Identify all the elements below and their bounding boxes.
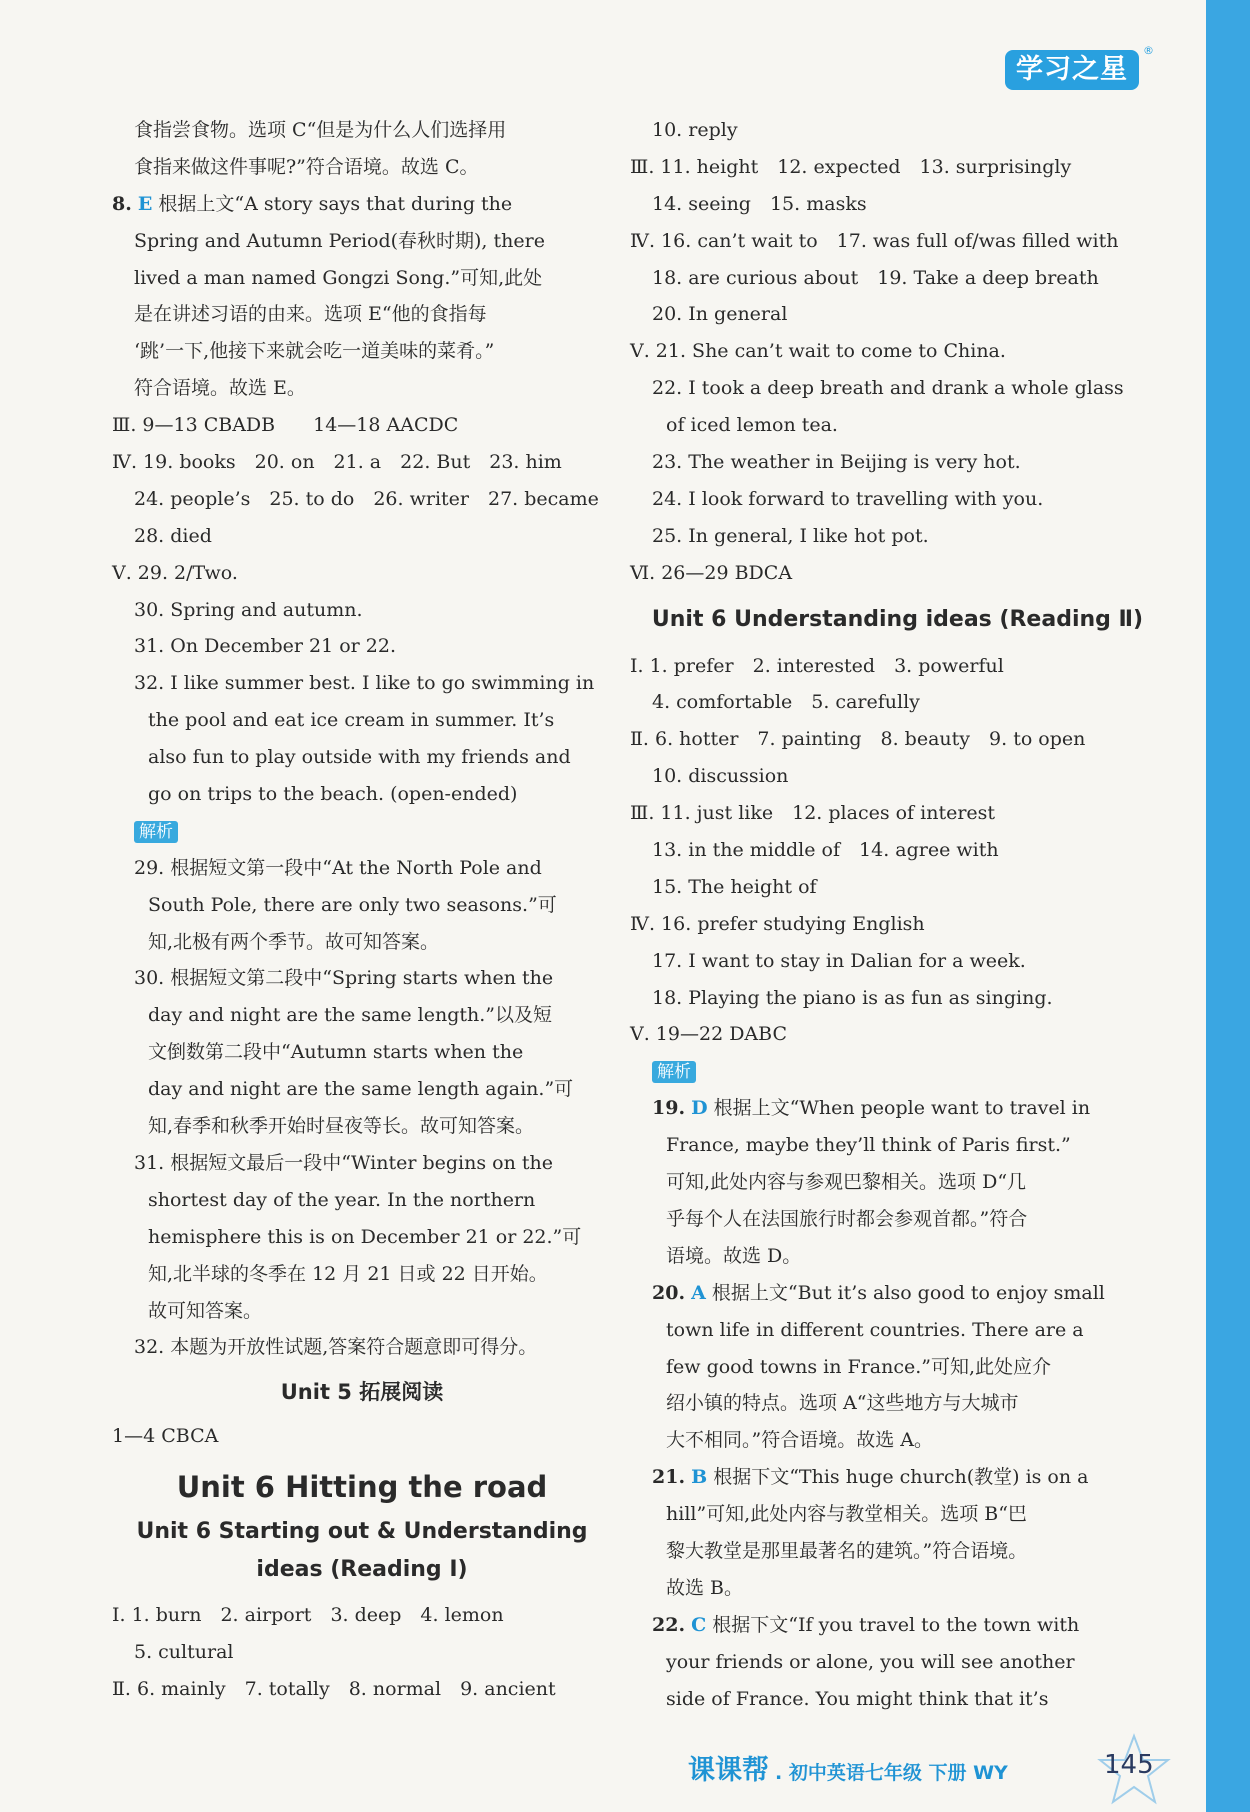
footer-brand-name: 课课帮 xyxy=(688,1755,769,1786)
analysis-tag: 解析 xyxy=(134,821,178,843)
left-line xyxy=(112,1671,612,1708)
line-text: town life in different countries. There are a xyxy=(666,1318,1084,1341)
answer-text: 13. in the middle of 14. agree with xyxy=(652,839,999,862)
right-line xyxy=(630,223,1165,260)
answer-option: B xyxy=(691,1466,708,1489)
answer-text: 15. The height of xyxy=(652,875,817,898)
line-text: day and night are the same length.”以及短 xyxy=(148,1004,552,1027)
right-line xyxy=(630,1275,1165,1312)
answer-text: Ⅳ. 16. prefer studying English xyxy=(630,912,925,935)
line-text: South Pole, there are only two seasons.”可 xyxy=(148,893,557,916)
answer-text: Ⅴ. 21. She can’t wait to come to China. xyxy=(630,340,1006,363)
left-line xyxy=(112,1597,612,1634)
right-line xyxy=(630,1496,1165,1533)
right-line xyxy=(630,1681,1165,1718)
right-line xyxy=(630,1016,1165,1053)
line-text: 符合语境。故选 E。 xyxy=(134,377,306,400)
answer-text: 10. discussion xyxy=(652,765,789,788)
answer-text: Ⅳ. 16. can’t wait to 17. was full of/was filled with xyxy=(630,229,1119,252)
right-line xyxy=(630,444,1165,481)
question-number: 19. xyxy=(652,1097,686,1120)
answer-option: D xyxy=(691,1097,708,1120)
right-line xyxy=(630,1570,1165,1607)
left-line xyxy=(112,813,612,850)
line-text: few good towns in France.”可知,此处应介 xyxy=(666,1355,1052,1378)
answer-option: E xyxy=(137,192,153,215)
line-text: 乎每个人在法国旅行时都会参观首都。”符合 xyxy=(666,1207,1028,1230)
right-line xyxy=(630,518,1165,555)
left-line xyxy=(112,333,612,370)
right-column xyxy=(630,112,1165,1717)
left-line xyxy=(112,1256,612,1293)
line-text: 根据下文“This huge church(教堂) is on a xyxy=(713,1466,1089,1489)
right-line xyxy=(630,112,1165,149)
line-text: 语境。故选 D。 xyxy=(666,1244,802,1267)
right-line xyxy=(630,186,1165,223)
answer-text: Ⅴ. 19—22 DABC xyxy=(630,1023,788,1046)
right-line xyxy=(630,1053,1165,1090)
left-line xyxy=(112,997,612,1034)
registered-mark: ® xyxy=(1143,44,1154,57)
line-text: day and night are the same length again.”可 xyxy=(148,1078,574,1101)
left-line xyxy=(112,112,612,149)
answer-text: Ⅲ. 11. just like 12. places of interest xyxy=(630,802,996,825)
left-line xyxy=(112,850,612,887)
line-text: 故选 B。 xyxy=(666,1576,744,1599)
right-answer-lines xyxy=(630,112,1165,592)
left-line xyxy=(112,776,612,813)
line-text: 可知,此处内容与参观巴黎相关。选项 D“几 xyxy=(666,1171,1027,1194)
answer-text: 29. 根据短文第一段中“At the North Pole and xyxy=(134,856,542,879)
line-text: hemisphere this is on December 21 or 22.”可 xyxy=(148,1225,582,1248)
line-text: 根据上文“But it’s also good to enjoy small xyxy=(711,1281,1105,1304)
left-line xyxy=(112,444,612,481)
right-line xyxy=(630,260,1165,297)
left-line xyxy=(112,223,612,260)
question-number: 22. xyxy=(652,1613,686,1636)
left-line xyxy=(112,739,612,776)
left-line xyxy=(112,186,612,223)
left-line xyxy=(112,1182,612,1219)
answer-text: 31. On December 21 or 22. xyxy=(134,635,397,658)
answer-text: Ⅲ. 11. height 12. expected 13. surprisingly xyxy=(630,155,1072,178)
unit6-reading1-answers xyxy=(112,1597,612,1708)
question-number: 21. xyxy=(652,1466,686,1489)
footer-book-info: . 初中英语七年级 下册 WY xyxy=(775,1762,1008,1784)
right-line xyxy=(630,407,1165,444)
line-text: Spring and Autumn Period(春秋时期), there xyxy=(134,229,545,252)
right-line xyxy=(630,648,1165,685)
right-line xyxy=(630,555,1165,592)
answer-text: 18. Playing the piano is as fun as singing. xyxy=(652,986,1053,1009)
side-color-bar xyxy=(1206,0,1250,1812)
line-text: 黎大教堂是那里最著名的建筑。”符合语境。 xyxy=(666,1539,1028,1562)
answer-text: Ⅴ. 29. 2/Two. xyxy=(112,561,238,584)
page-number: 145 xyxy=(1104,1750,1154,1780)
line-text: ‘跳’一下,他接下来就会吃一道美味的菜肴。” xyxy=(134,340,495,363)
line-text: 食指尝食物。选项 C“但是为什么人们选择用 xyxy=(134,119,507,141)
line-text: 文倒数第二段中“Autumn starts when the xyxy=(148,1041,524,1064)
line-text: of iced lemon tea. xyxy=(666,414,838,437)
answer-option: A xyxy=(691,1281,706,1304)
question-number: 20. xyxy=(652,1281,686,1304)
right-line xyxy=(630,980,1165,1017)
right-line xyxy=(630,906,1165,943)
right-line xyxy=(630,1090,1165,1127)
answer-text: 24. people’s 25. to do 26. writer 27. became xyxy=(134,487,599,510)
right-line xyxy=(630,296,1165,333)
answer-text: Ⅱ. 6. hotter 7. painting 8. beauty 9. to open xyxy=(630,728,1086,751)
left-line xyxy=(112,149,612,186)
left-line xyxy=(112,702,612,739)
line-text: 食指来做这件事呢?”符合语境。故选 C。 xyxy=(134,155,479,178)
right-line xyxy=(630,1607,1165,1644)
left-line xyxy=(112,665,612,702)
answer-text: 32. I like summer best. I like to go swimming in xyxy=(134,672,595,695)
left-line xyxy=(112,1145,612,1182)
left-line xyxy=(112,370,612,407)
unit6-title: Unit 6 Hitting the road xyxy=(176,1470,548,1505)
line-text: 知,春季和秋季开始时昼夜等长。故可知答案。 xyxy=(148,1115,535,1138)
right-line xyxy=(630,1459,1165,1496)
left-line xyxy=(112,1329,612,1366)
right-line xyxy=(630,721,1165,758)
left-line xyxy=(112,1293,612,1330)
question-number: 8. xyxy=(112,192,132,215)
answer-text: 28. died xyxy=(134,524,212,547)
line-text: 根据上文“When people want to travel in xyxy=(713,1097,1091,1120)
right-line xyxy=(630,832,1165,869)
right-line xyxy=(630,684,1165,721)
right-line xyxy=(630,869,1165,906)
left-line xyxy=(112,1108,612,1145)
answer-text: 20. In general xyxy=(652,303,788,326)
left-line xyxy=(112,592,612,629)
right-line xyxy=(630,481,1165,518)
answer-text: Ⅰ. 1. prefer 2. interested 3. powerful xyxy=(630,654,1004,677)
line-text: 知,北极有两个季节。故可知答案。 xyxy=(148,930,440,953)
right-line xyxy=(630,1533,1165,1570)
answer-text: 10. reply xyxy=(652,119,738,141)
answer-text: 17. I want to stay in Dalian for a week. xyxy=(652,949,1026,972)
answer-text: 30. 根据短文第二段中“Spring starts when the xyxy=(134,967,554,990)
unit6-reading2-answers xyxy=(630,648,1165,1718)
answer-text: Ⅰ. 1. burn 2. airport 3. deep 4. lemon xyxy=(112,1604,504,1627)
answer-text: 22. I took a deep breath and drank a whole glass xyxy=(652,377,1124,400)
answer-text: 30. Spring and autumn. xyxy=(134,598,363,621)
left-line xyxy=(112,555,612,592)
right-line xyxy=(630,1422,1165,1459)
answer-text: 32. 本题为开放性试题,答案符合题意即可得分。 xyxy=(134,1336,538,1359)
left-line xyxy=(112,1219,612,1256)
right-line xyxy=(630,1164,1165,1201)
line-text: 大不相同。”符合语境。故选 A。 xyxy=(666,1429,933,1452)
left-line xyxy=(112,407,612,444)
answer-text: Ⅱ. 6. mainly 7. totally 8. normal 9. ancient xyxy=(112,1677,556,1700)
analysis-tag: 解析 xyxy=(652,1061,696,1083)
answer-text: Ⅵ. 26—29 BDCA xyxy=(630,561,793,584)
left-line xyxy=(112,481,612,518)
right-line xyxy=(630,370,1165,407)
left-line xyxy=(112,1634,612,1671)
right-line xyxy=(630,1201,1165,1238)
line-text: go on trips to the beach. (open-ended) xyxy=(148,783,518,806)
left-line xyxy=(112,628,612,665)
right-line xyxy=(630,1385,1165,1422)
line-text: 是在讲述习语的由来。选项 E“他的食指每 xyxy=(134,303,487,326)
left-line xyxy=(112,960,612,997)
left-line xyxy=(112,887,612,924)
right-line xyxy=(630,149,1165,186)
right-line xyxy=(630,758,1165,795)
unit5-extended-reading-heading: Unit 5 拓展阅读 xyxy=(280,1380,444,1405)
right-line xyxy=(630,943,1165,980)
answer-text: Ⅳ. 19. books 20. on 21. a 22. But 23. him xyxy=(112,451,562,474)
line-text: your friends or alone, you will see another xyxy=(666,1650,1075,1673)
right-line xyxy=(630,1238,1165,1275)
left-line xyxy=(112,1034,612,1071)
answer-text: 14. seeing 15. masks xyxy=(652,192,867,215)
left-line xyxy=(112,260,612,297)
line-text: lived a man named Gongzi Song.”可知,此处 xyxy=(134,266,543,289)
line-text: shortest day of the year. In the northern xyxy=(148,1188,536,1211)
brand-logo: 学习之星 xyxy=(1005,50,1139,90)
line-text: 知,北半球的冬季在 12 月 21 日或 22 日开始。 xyxy=(148,1262,548,1285)
left-line xyxy=(112,518,612,555)
answer-text: 18. are curious about 19. Take a deep breath xyxy=(652,266,1099,289)
answer-text: 25. In general, I like hot pot. xyxy=(652,524,929,547)
line-text: hill”可知,此处内容与教堂相关。选项 B“巴 xyxy=(666,1503,1027,1526)
unit6-subtitle-line2: ideas (Reading Ⅰ) xyxy=(256,1557,468,1583)
answer-text: 31. 根据短文最后一段中“Winter begins on the xyxy=(134,1151,553,1174)
left-line xyxy=(112,1071,612,1108)
answer-text: 24. I look forward to travelling with you. xyxy=(652,487,1044,510)
unit6-subtitle-line1: Unit 6 Starting out & Understanding xyxy=(136,1519,588,1545)
left-column xyxy=(112,112,612,1708)
unit6-reading2-heading: Unit 6 Understanding ideas (Reading Ⅱ) xyxy=(651,606,1144,632)
right-line xyxy=(630,1127,1165,1164)
line-text: side of France. You might think that it’s xyxy=(666,1687,1049,1710)
line-text: 根据上文“A story says that during the xyxy=(158,192,513,215)
line-text: also fun to play outside with my friends and xyxy=(148,746,571,769)
answer-option: C xyxy=(691,1613,707,1636)
answer-text: 23. The weather in Beijing is very hot. xyxy=(652,451,1021,474)
right-line xyxy=(630,795,1165,832)
line-text: 绍小镇的特点。选项 A“这些地方与大城市 xyxy=(666,1392,1019,1415)
answer-text: 4. comfortable 5. carefully xyxy=(652,691,920,714)
answer-text: Ⅲ. 9—13 CBADB 14—18 AACDC xyxy=(112,414,459,437)
right-line xyxy=(630,1312,1165,1349)
right-line xyxy=(630,1644,1165,1681)
left-answer-lines xyxy=(112,112,612,1366)
left-line xyxy=(112,296,612,333)
right-line xyxy=(630,1349,1165,1386)
right-line xyxy=(630,333,1165,370)
line-text: France, maybe they’ll think of Paris first.” xyxy=(666,1134,1071,1157)
line-text: the pool and eat ice cream in summer. It’s xyxy=(148,709,555,732)
answer-text: 5. cultural xyxy=(134,1641,234,1664)
line-text: 故可知答案。 xyxy=(148,1299,263,1322)
left-line xyxy=(112,924,612,961)
footer-brand xyxy=(688,1748,1008,1788)
unit5-answers: 1—4 CBCA xyxy=(112,1425,219,1448)
line-text: 根据下文“If you travel to the town with xyxy=(712,1613,1080,1636)
